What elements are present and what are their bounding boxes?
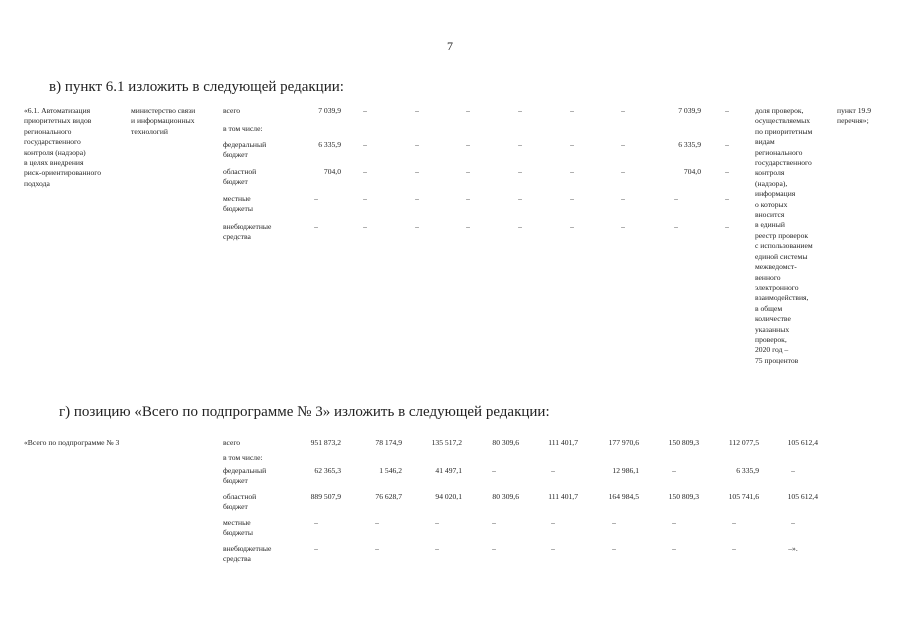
t1-indicator-cell: доля проверок, осуществляемых по приоритетным видам регионального государственного контроля (надзора), информация о которых вносится в единый реестр проверок с использованием единой системы межведомст- венного электронного взаимодействия, в общем количестве указанных проверок, 2020 год – 75 процентов bbox=[755, 106, 813, 365]
t1-value-cell: – bbox=[621, 140, 625, 149]
t2-row-label: в том числе: bbox=[223, 453, 263, 462]
t1-value-cell: – bbox=[725, 194, 729, 203]
t1-value-cell: – bbox=[415, 194, 419, 203]
t2-value-cell: 76 628,7 bbox=[375, 492, 402, 501]
t1-value-cell: – bbox=[725, 106, 729, 115]
t1-value-cell: – bbox=[570, 222, 574, 231]
t1-value-cell: – bbox=[363, 106, 367, 115]
t1-value-cell: – bbox=[518, 140, 522, 149]
t2-value-cell: 94 020,1 bbox=[435, 492, 462, 501]
t2-value-cell: 150 809,3 bbox=[668, 492, 699, 501]
t2-value-cell: – bbox=[314, 518, 318, 527]
t1-value-cell: 6 335,9 bbox=[318, 140, 341, 149]
t1-row-label: местные бюджеты bbox=[223, 194, 253, 214]
t2-value-cell: 80 309,6 bbox=[492, 438, 519, 447]
heading-item-v: в) пункт 6.1 изложить в следующей редакции: bbox=[49, 79, 344, 95]
t1-row-label: внебюджетные средства bbox=[223, 222, 272, 242]
t1-value-cell: – bbox=[621, 167, 625, 176]
t2-value-cell: 135 517,2 bbox=[431, 438, 462, 447]
t1-value-cell: – bbox=[518, 194, 522, 203]
t1-reference-cell: пункт 19.9 перечня»; bbox=[837, 106, 872, 126]
t2-value-cell: – bbox=[551, 466, 555, 475]
t2-value-cell: 12 986,1 bbox=[612, 466, 639, 475]
t1-value-cell: 7 039,9 bbox=[318, 106, 341, 115]
t1-value-cell: – bbox=[621, 222, 625, 231]
t2-value-cell: – bbox=[672, 466, 676, 475]
t1-value-cell: – bbox=[674, 194, 678, 203]
t1-value-cell: – bbox=[570, 106, 574, 115]
t1-value-cell: – bbox=[674, 222, 678, 231]
t2-value-cell: – bbox=[551, 544, 555, 553]
t2-value-cell: – bbox=[492, 544, 496, 553]
t2-value-cell: 889 507,9 bbox=[310, 492, 341, 501]
t1-value-cell: – bbox=[570, 167, 574, 176]
t2-row-label: внебюджетные средства bbox=[223, 544, 272, 564]
t1-value-cell: – bbox=[725, 222, 729, 231]
t2-value-cell: 150 809,3 bbox=[668, 438, 699, 447]
t1-value-cell: 7 039,9 bbox=[678, 106, 701, 115]
t2-value-cell: – bbox=[672, 544, 676, 553]
t1-name-cell: «6.1. Автоматизация приоритетных видов регионального государственного контроля (надзора) в целях внедрения риск-ориентированного подхода bbox=[24, 106, 102, 188]
t2-value-cell: 111 401,7 bbox=[548, 438, 578, 447]
t1-value-cell: – bbox=[518, 167, 522, 176]
t2-row-label: областной бюджет bbox=[223, 492, 257, 512]
t1-value-cell: – bbox=[518, 106, 522, 115]
t2-value-cell: – bbox=[672, 518, 676, 527]
t1-executor-cell: министерство связи и информационных технологий bbox=[131, 106, 196, 136]
page-number: 7 bbox=[447, 39, 453, 53]
t2-value-cell: – bbox=[435, 544, 439, 553]
t1-value-cell: – bbox=[466, 222, 470, 231]
t1-value-cell: 704,0 bbox=[323, 167, 341, 176]
t1-value-cell: – bbox=[725, 167, 729, 176]
t1-value-cell: – bbox=[570, 140, 574, 149]
t1-value-cell: – bbox=[314, 222, 318, 231]
t1-value-cell: 704,0 bbox=[683, 167, 701, 176]
t2-value-cell: – bbox=[551, 518, 555, 527]
t1-value-cell: 6 335,9 bbox=[678, 140, 701, 149]
t1-row-label: областной бюджет bbox=[223, 167, 257, 187]
t1-value-cell: – bbox=[621, 194, 625, 203]
t2-row-label: местные бюджеты bbox=[223, 518, 253, 538]
t1-value-cell: – bbox=[621, 106, 625, 115]
t2-value-cell: – bbox=[435, 518, 439, 527]
t2-value-cell: 164 984,5 bbox=[608, 492, 639, 501]
t1-value-cell: – bbox=[363, 222, 367, 231]
t1-value-cell: – bbox=[363, 194, 367, 203]
t1-row-label: всего bbox=[223, 106, 241, 115]
t2-value-cell: –». bbox=[788, 544, 798, 553]
t1-value-cell: – bbox=[363, 167, 367, 176]
t1-value-cell: – bbox=[314, 194, 318, 203]
t2-value-cell: 111 401,7 bbox=[548, 492, 578, 501]
t2-value-cell: 105 741,6 bbox=[728, 492, 759, 501]
t1-value-cell: – bbox=[466, 140, 470, 149]
t1-value-cell: – bbox=[725, 140, 729, 149]
t1-value-cell: – bbox=[415, 167, 419, 176]
t2-value-cell: – bbox=[314, 544, 318, 553]
heading-item-g: г) позицию «Всего по подпрограмме № 3» изложить в следующей редакции: bbox=[59, 404, 550, 420]
t2-value-cell: – bbox=[375, 544, 379, 553]
t2-value-cell: – bbox=[612, 518, 616, 527]
t2-value-cell: 1 546,2 bbox=[379, 466, 402, 475]
t1-value-cell: – bbox=[570, 194, 574, 203]
t2-name-cell: «Всего по подпрограмме № 3 bbox=[24, 438, 120, 447]
t1-value-cell: – bbox=[466, 167, 470, 176]
t2-value-cell: – bbox=[791, 518, 795, 527]
t2-value-cell: – bbox=[732, 518, 736, 527]
t1-row-label: федеральный бюджет bbox=[223, 140, 267, 160]
t2-value-cell: – bbox=[492, 518, 496, 527]
t2-value-cell: 105 612,4 bbox=[787, 492, 818, 501]
t2-value-cell: 62 365,3 bbox=[314, 466, 341, 475]
t2-value-cell: 78 174,9 bbox=[375, 438, 402, 447]
t1-value-cell: – bbox=[466, 106, 470, 115]
t2-value-cell: 41 497,1 bbox=[435, 466, 462, 475]
t2-value-cell: – bbox=[492, 466, 496, 475]
t2-value-cell: 105 612,4 bbox=[787, 438, 818, 447]
t2-value-cell: 951 873,2 bbox=[310, 438, 341, 447]
t2-value-cell: 6 335,9 bbox=[736, 466, 759, 475]
t2-value-cell: 112 077,5 bbox=[728, 438, 759, 447]
t2-value-cell: 177 970,6 bbox=[608, 438, 639, 447]
t1-value-cell: – bbox=[415, 222, 419, 231]
t1-value-cell: – bbox=[518, 222, 522, 231]
t1-value-cell: – bbox=[415, 106, 419, 115]
t1-value-cell: – bbox=[415, 140, 419, 149]
t1-value-cell: – bbox=[466, 194, 470, 203]
t1-row-label: в том числе: bbox=[223, 124, 263, 133]
t2-value-cell: 80 309,6 bbox=[492, 492, 519, 501]
t2-value-cell: – bbox=[375, 518, 379, 527]
t1-value-cell: – bbox=[363, 140, 367, 149]
t2-value-cell: – bbox=[612, 544, 616, 553]
t2-row-label: всего bbox=[223, 438, 241, 447]
t2-value-cell: – bbox=[791, 466, 795, 475]
t2-value-cell: – bbox=[732, 544, 736, 553]
t2-row-label: федеральный бюджет bbox=[223, 466, 267, 486]
